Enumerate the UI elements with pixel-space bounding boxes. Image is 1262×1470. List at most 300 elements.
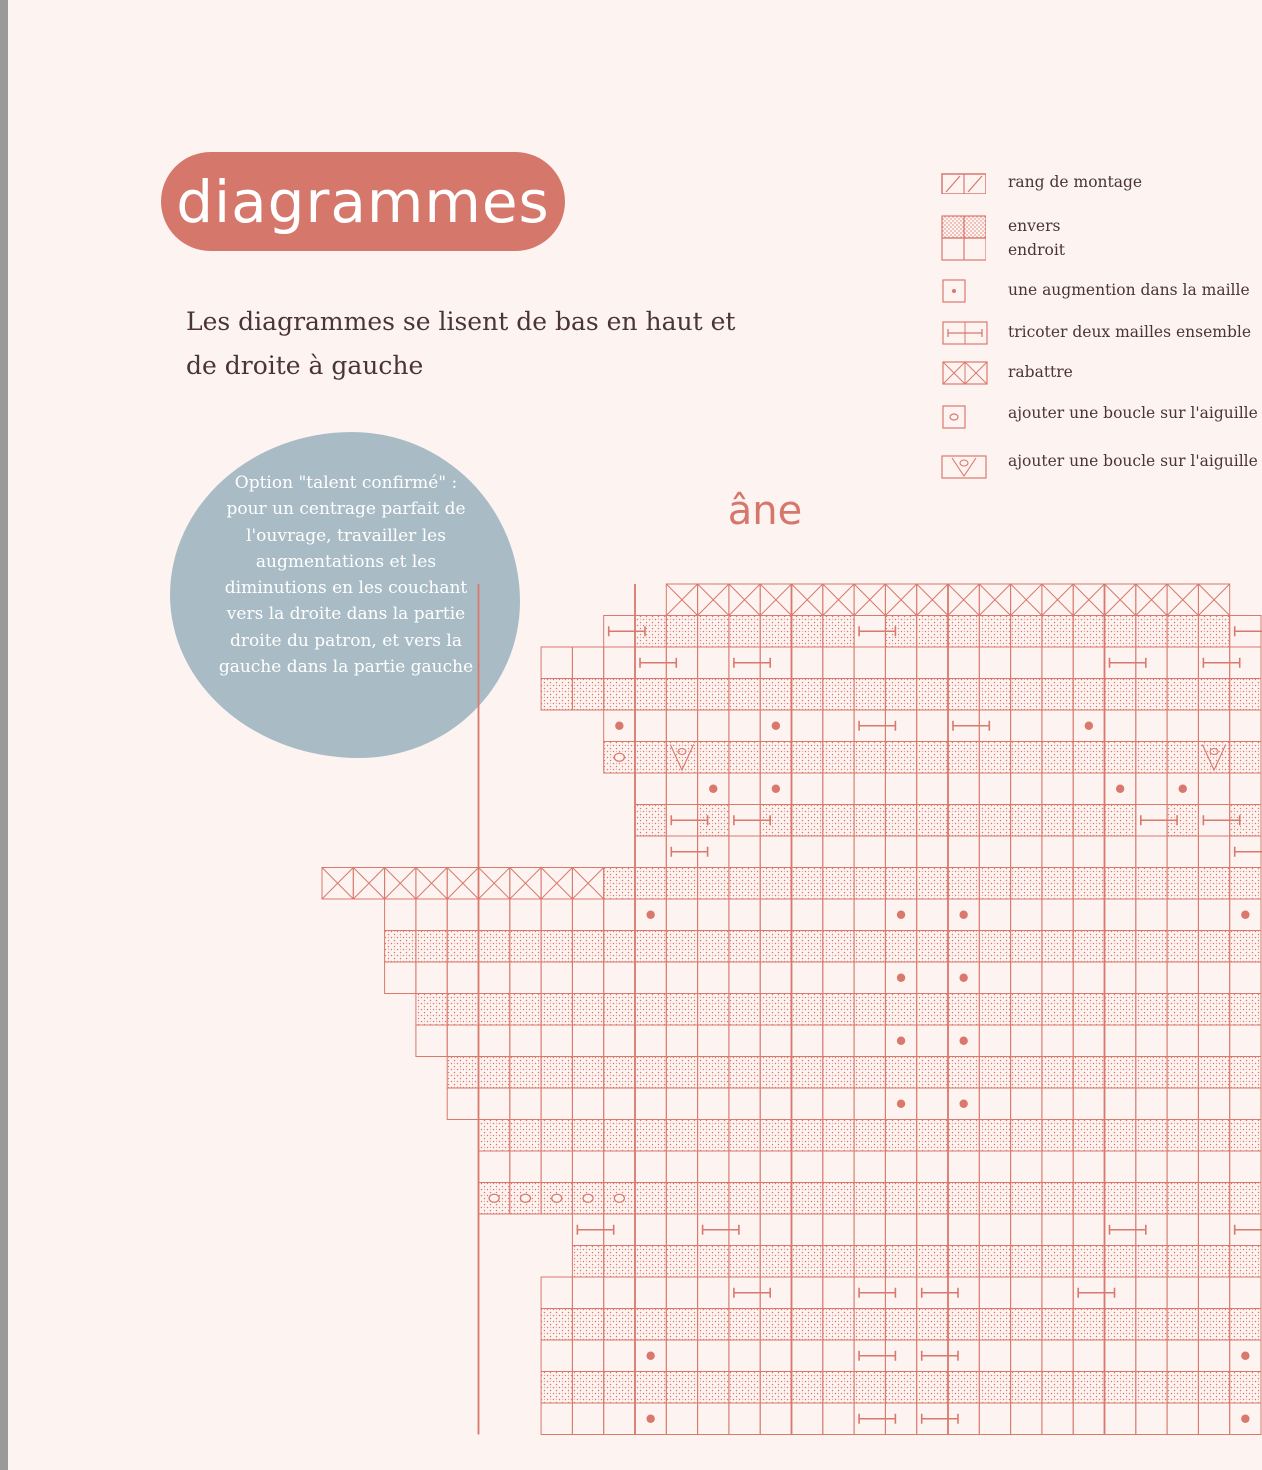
purl-cell [1198, 1120, 1229, 1152]
purl-cell [698, 742, 729, 774]
knit-cell [1167, 1340, 1198, 1372]
purl-cell [1105, 1120, 1136, 1152]
knit-cell [760, 1340, 791, 1372]
bind-off-cell [1198, 584, 1229, 616]
purl-cell [604, 1057, 635, 1089]
bind-off-cell [510, 868, 541, 900]
purl-cell [1042, 868, 1073, 900]
knit-cell [479, 1025, 510, 1057]
knit-cell [635, 1277, 666, 1309]
knit-cell [729, 1151, 760, 1183]
bind-off-cell [385, 868, 416, 900]
purl-cell [917, 679, 948, 711]
k2tog-cell [948, 710, 989, 742]
k2tog-cell [1230, 1214, 1262, 1246]
purl-cell [635, 1183, 666, 1215]
increase-cell [885, 1088, 916, 1120]
purl-cell [885, 1309, 916, 1341]
purl-cell [666, 1057, 697, 1089]
knit-cell [792, 1340, 823, 1372]
purl-cell [1167, 616, 1198, 648]
chart-title: âne [727, 488, 803, 534]
purl-cell [1136, 742, 1167, 774]
purl-cell [1105, 742, 1136, 774]
purl-cell [1042, 931, 1073, 963]
purl-cell [635, 1309, 666, 1341]
knit-cell [1105, 899, 1136, 931]
knit-cell [792, 899, 823, 931]
knit-cell [510, 1151, 541, 1183]
purl-cell [917, 742, 948, 774]
purl-cell [1105, 616, 1136, 648]
knit-cell [604, 1088, 635, 1120]
knit-cell [604, 1277, 635, 1309]
knit-cell [917, 1088, 948, 1120]
purl-cell [1198, 1372, 1229, 1404]
purl-cell [1136, 1120, 1167, 1152]
purl-cell [479, 1057, 510, 1089]
knit-cell [385, 899, 416, 931]
knit-cell [572, 1403, 603, 1435]
purl-cell [666, 931, 697, 963]
purl-cell [979, 1309, 1010, 1341]
knit-cell [1073, 1340, 1104, 1372]
knit-cell [979, 1025, 1010, 1057]
knit-cell [1230, 773, 1261, 805]
purl-cell [948, 742, 979, 774]
purl-cell [635, 742, 666, 774]
knit-cell [447, 899, 478, 931]
knit-cell [479, 1088, 510, 1120]
purl-cell [541, 1120, 572, 1152]
purl-cell [823, 1372, 854, 1404]
bind-off-cell [760, 584, 791, 616]
k2tog-cell [729, 1277, 770, 1309]
purl-cell [948, 1309, 979, 1341]
yarn-over-2-cell [1198, 742, 1229, 774]
knit-cell [1167, 899, 1198, 931]
increase-cell [948, 1088, 979, 1120]
knit-cell [572, 1277, 603, 1309]
bind-off-cell [1167, 584, 1198, 616]
knit-cell [1136, 836, 1167, 868]
knit-cell [1136, 773, 1167, 805]
knit-cell [854, 1214, 885, 1246]
knit-cell [1198, 1214, 1229, 1246]
purl-cell [698, 1120, 729, 1152]
purl-cell [823, 931, 854, 963]
purl-cell [1105, 931, 1136, 963]
knit-cell [1042, 1214, 1073, 1246]
purl-cell [666, 1246, 697, 1278]
purl-cell [917, 1309, 948, 1341]
purl-cell [885, 616, 916, 648]
purl-cell [792, 742, 823, 774]
knit-cell [666, 1277, 697, 1309]
purl-cell [604, 994, 635, 1026]
increase-cell [1073, 710, 1104, 742]
purl-cell [666, 1183, 697, 1215]
purl-cell [1011, 1183, 1042, 1215]
knit-cell [792, 1277, 823, 1309]
purl-cell [885, 931, 916, 963]
purl-cell [854, 1309, 885, 1341]
purl-cell [979, 994, 1010, 1026]
knit-cell [823, 1088, 854, 1120]
bind-off-cell [572, 868, 603, 900]
knit-cell [792, 962, 823, 994]
knit-cell [760, 962, 791, 994]
knit-cell [1073, 647, 1104, 679]
knit-cell [1073, 773, 1104, 805]
purl-cell [1198, 1183, 1229, 1215]
purl-cell [666, 868, 697, 900]
knit-cell [572, 1340, 603, 1372]
purl-cell [1073, 1120, 1104, 1152]
purl-cell [792, 1057, 823, 1089]
purl-cell [1230, 1183, 1261, 1215]
knit-cell [698, 1151, 729, 1183]
purl-cell [729, 1057, 760, 1089]
bind-off-cell [541, 868, 572, 900]
purl-cell [635, 1372, 666, 1404]
purl-cell [1136, 931, 1167, 963]
knit-cell [1230, 1025, 1261, 1057]
knit-cell [1198, 1277, 1229, 1309]
purl-cell [760, 1183, 791, 1215]
k2tog-cell [1105, 647, 1146, 679]
purl-cell [1042, 1246, 1073, 1278]
knit-cell [541, 1151, 572, 1183]
knit-cell [1230, 1088, 1261, 1120]
purl-cell [479, 931, 510, 963]
knit-cell [1105, 710, 1136, 742]
purl-cell [541, 1372, 572, 1404]
knit-cell [729, 1025, 760, 1057]
purl-cell [604, 1246, 635, 1278]
purl-cell [635, 1120, 666, 1152]
knit-cell [635, 773, 666, 805]
purl-cell [572, 1246, 603, 1278]
purl-cell [1230, 1372, 1261, 1404]
purl-cell [698, 616, 729, 648]
knit-cell [1011, 899, 1042, 931]
knit-cell [698, 1277, 729, 1309]
knit-cell [1105, 1151, 1136, 1183]
knit-cell [1230, 962, 1261, 994]
knit-cell [729, 836, 760, 868]
purl-cell [885, 1057, 916, 1089]
knit-cell [1167, 647, 1198, 679]
knit-cell [823, 773, 854, 805]
bind-off-cell [698, 584, 729, 616]
purl-cell [1167, 1120, 1198, 1152]
knit-cell [1136, 710, 1167, 742]
knit-cell [823, 962, 854, 994]
knit-cell [948, 773, 979, 805]
knit-cell [854, 1088, 885, 1120]
purl-cell [1198, 616, 1229, 648]
knit-cell [1105, 962, 1136, 994]
bind-off-cell [917, 584, 948, 616]
purl-cell [1136, 1309, 1167, 1341]
knit-cell [666, 1340, 697, 1372]
k2tog-cell [917, 1277, 958, 1309]
k2tog-cell [917, 1403, 958, 1435]
increase-cell [885, 899, 916, 931]
knit-cell [447, 1088, 478, 1120]
purl-cell [979, 805, 1010, 837]
purl-cell [760, 1246, 791, 1278]
knit-cell [1198, 710, 1229, 742]
knit-cell [1073, 1088, 1104, 1120]
knit-cell [1011, 710, 1042, 742]
purl-cell [698, 1372, 729, 1404]
purl-cell [416, 994, 447, 1026]
knit-cell [1011, 1214, 1042, 1246]
purl-cell [666, 616, 697, 648]
purl-cell [854, 868, 885, 900]
purl-cell [885, 1246, 916, 1278]
purl-cell [666, 1120, 697, 1152]
knit-cell [698, 710, 729, 742]
knit-cell [1136, 1088, 1167, 1120]
legend-label: envers [1008, 217, 1061, 235]
increase-cell [948, 899, 979, 931]
purl-cell [1136, 616, 1167, 648]
knit-cell [792, 1403, 823, 1435]
knit-cell [1167, 962, 1198, 994]
knit-cell [510, 1025, 541, 1057]
knit-cell [666, 1088, 697, 1120]
knit-cell [1167, 1403, 1198, 1435]
knit-cell [1073, 1025, 1104, 1057]
knit-cell [541, 647, 572, 679]
purl-cell [1230, 679, 1261, 711]
knit-cell [948, 647, 979, 679]
purl-cell [979, 868, 1010, 900]
purl-cell [1230, 868, 1261, 900]
knit-cell [635, 836, 666, 868]
purl-cell [854, 1120, 885, 1152]
k2tog-cell [917, 1340, 958, 1372]
knit-cell [979, 1403, 1010, 1435]
purl-cell [792, 679, 823, 711]
knit-cell [792, 710, 823, 742]
purl-cell [1136, 994, 1167, 1026]
purl-cell [760, 616, 791, 648]
increase-cell [885, 962, 916, 994]
purl-cell [792, 1372, 823, 1404]
knit-cell [792, 773, 823, 805]
knit-cell [854, 899, 885, 931]
knit-cell [1136, 1277, 1167, 1309]
purl-cell [541, 679, 572, 711]
knit-cell [823, 836, 854, 868]
purl-cell [729, 1372, 760, 1404]
bind-off-cell [1105, 584, 1136, 616]
purl-cell [604, 1372, 635, 1404]
knit-cell [1042, 1277, 1073, 1309]
purl-cell [823, 1309, 854, 1341]
knit-cell [979, 1277, 1010, 1309]
knit-cell [1011, 1025, 1042, 1057]
purl-cell [1105, 1372, 1136, 1404]
purl-cell [792, 994, 823, 1026]
purl-cell [792, 1246, 823, 1278]
knit-cell [979, 1340, 1010, 1372]
bind-off-cell [948, 584, 979, 616]
knit-cell [1136, 1340, 1167, 1372]
knit-cell [541, 1025, 572, 1057]
purl-cell [760, 994, 791, 1026]
purl-cell [447, 931, 478, 963]
knit-cell [1073, 836, 1104, 868]
knit-cell [447, 1025, 478, 1057]
knit-cell [666, 1151, 697, 1183]
knit-cell [885, 773, 916, 805]
knit-cell [604, 962, 635, 994]
purl-cell [823, 994, 854, 1026]
purl-cell [572, 994, 603, 1026]
purl-cell [948, 994, 979, 1026]
purl-cell [917, 1183, 948, 1215]
knit-cell [917, 962, 948, 994]
knit-cell [604, 647, 635, 679]
purl-cell [1105, 805, 1136, 837]
knit-cell [854, 836, 885, 868]
knit-cell [479, 962, 510, 994]
purl-cell [479, 994, 510, 1026]
knit-cell [416, 962, 447, 994]
knit-cell [1230, 1277, 1261, 1309]
knit-cell [729, 1340, 760, 1372]
purl-cell [729, 868, 760, 900]
knit-cell [917, 1214, 948, 1246]
yarn-over-cell [479, 1183, 510, 1215]
purl-cell [1230, 1057, 1261, 1089]
yarn-over-cell [572, 1183, 603, 1215]
knit-cell [604, 1340, 635, 1372]
bind-off-cell [823, 584, 854, 616]
knit-cell [572, 1025, 603, 1057]
bind-off-cell [792, 584, 823, 616]
purl-cell [948, 1246, 979, 1278]
purl-cell [1198, 931, 1229, 963]
knit-cell [1105, 836, 1136, 868]
purl-cell [823, 1120, 854, 1152]
purl-cell [1136, 679, 1167, 711]
knit-cell [1011, 1151, 1042, 1183]
purl-cell [1042, 616, 1073, 648]
purl-cell [729, 994, 760, 1026]
purl-cell [510, 1120, 541, 1152]
purl-cell [917, 805, 948, 837]
purl-cell [729, 616, 760, 648]
purl-cell [760, 868, 791, 900]
purl-cell [1105, 1246, 1136, 1278]
purl-cell [1073, 1309, 1104, 1341]
yarn-over-cell [541, 1183, 572, 1215]
bind-off-cell [885, 584, 916, 616]
knit-cell [635, 1088, 666, 1120]
purl-cell [760, 1309, 791, 1341]
k2tog-cell [854, 1403, 895, 1435]
knit-cell [1042, 962, 1073, 994]
knit-cell [729, 899, 760, 931]
knit-cell [541, 1277, 572, 1309]
purl-cell [1011, 616, 1042, 648]
purl-cell [854, 1246, 885, 1278]
purl-cell [979, 679, 1010, 711]
knit-cell [604, 1403, 635, 1435]
knit-cell [635, 1214, 666, 1246]
knit-cell [447, 962, 478, 994]
increase-cell [885, 1025, 916, 1057]
legend-label: rabattre [1008, 363, 1073, 381]
knit-cell [479, 1151, 510, 1183]
knit-cell [979, 1088, 1010, 1120]
knit-cell [979, 647, 1010, 679]
purl-cell [823, 1183, 854, 1215]
knit-cell [1042, 1025, 1073, 1057]
purl-cell [854, 1057, 885, 1089]
purl-cell [885, 1183, 916, 1215]
purl-cell [885, 679, 916, 711]
purl-cell [604, 1309, 635, 1341]
knit-cell [854, 773, 885, 805]
purl-cell [1073, 679, 1104, 711]
knit-cell [760, 1403, 791, 1435]
increase-cell [1105, 773, 1136, 805]
purl-cell [1136, 1246, 1167, 1278]
legend-label: une augmention dans la maille [1008, 281, 1250, 299]
purl-cell [823, 742, 854, 774]
purl-cell [1011, 1309, 1042, 1341]
knit-cell [1042, 773, 1073, 805]
purl-cell [447, 1057, 478, 1089]
purl-cell [1042, 742, 1073, 774]
knit-cell [1011, 1403, 1042, 1435]
purl-cell [948, 1120, 979, 1152]
purl-cell [541, 1309, 572, 1341]
knit-cell [666, 1025, 697, 1057]
purl-cell [1042, 679, 1073, 711]
purl-cell [1136, 1372, 1167, 1404]
knit-cell [948, 1151, 979, 1183]
purl-cell [541, 931, 572, 963]
knit-cell [917, 773, 948, 805]
purl-cell [1011, 805, 1042, 837]
knit-cell [1011, 647, 1042, 679]
legend-label: ajouter une boucle sur l'aiguille [1008, 452, 1258, 470]
purl-cell [979, 616, 1010, 648]
purl-cell [1230, 742, 1261, 774]
knit-cell [885, 647, 916, 679]
purl-cell [1230, 994, 1261, 1026]
purl-cell [1011, 1246, 1042, 1278]
purl-cell [698, 1309, 729, 1341]
knit-cell [792, 1214, 823, 1246]
purl-cell [729, 931, 760, 963]
knit-cell [792, 836, 823, 868]
purl-cell [510, 1057, 541, 1089]
yarn-over-cell [604, 742, 635, 774]
knit-cell [1167, 836, 1198, 868]
purl-cell [948, 1057, 979, 1089]
purl-cell [1042, 1120, 1073, 1152]
purl-cell [1105, 868, 1136, 900]
